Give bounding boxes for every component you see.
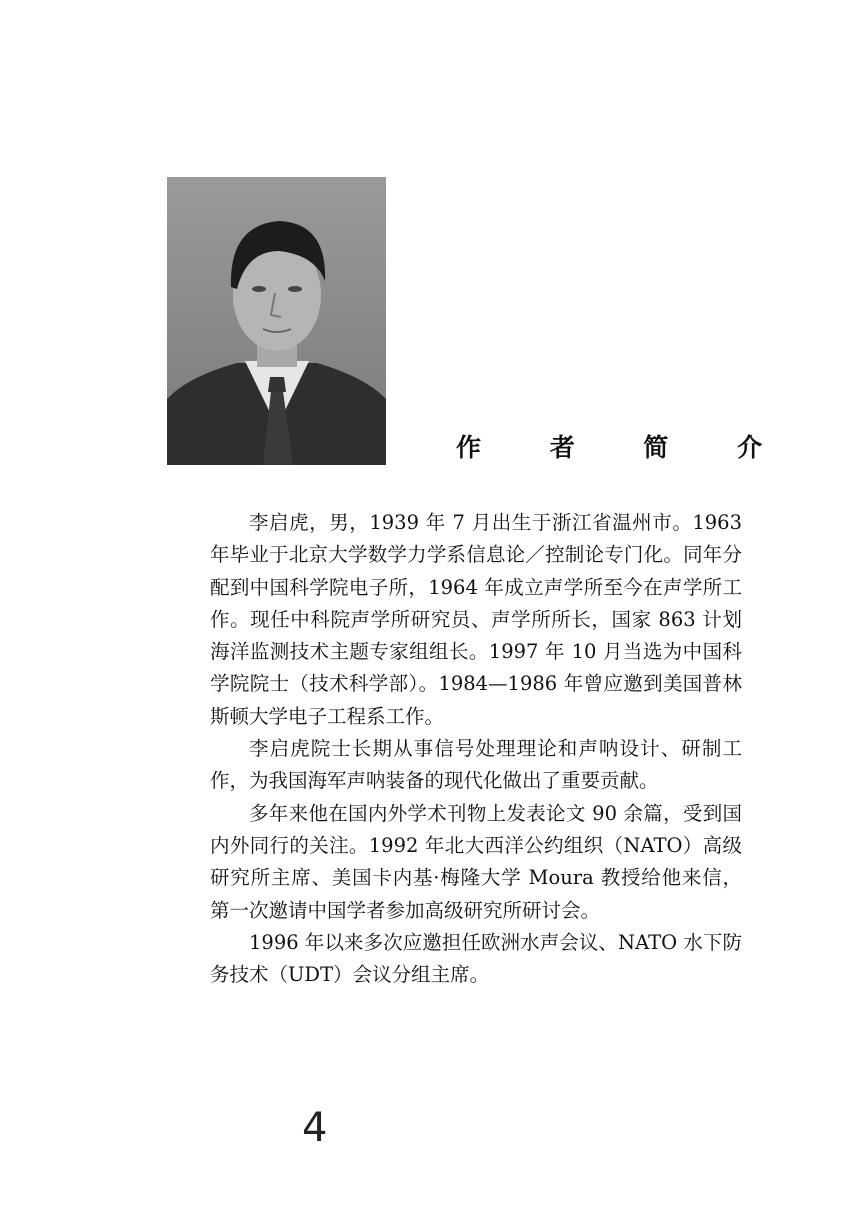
biography-text	[210, 507, 742, 991]
biography-paragraph: 1996 年以来多次应邀担任欧洲水声会议、NATO 水下防务技术（UDT）会议分组主席。	[210, 930, 742, 987]
page-number: 4	[302, 1105, 328, 1151]
author-portrait-photo	[167, 177, 386, 465]
section-heading: 作 者 简 介	[456, 433, 793, 462]
biography-paragraph: 李启虎院士长期从事信号处理理论和声呐设计、研制工作，为我国海军声呐装备的现代化做出了重要贡献。	[210, 737, 742, 793]
biography-paragraph: 李启虎，男，1939 年 7 月出生于浙江省温州市。1963 年毕业于北京大学数学力学系信息论／控制论专门化。同年分配到中国科学院电子所，1964 年成立声学所至今在声学所工作。现任中科院声学所研究员、声学所所长，国家 863 计划海洋监测技术主题专家组组长。1997 年 10 月当选为中国科学院院士（技术科学部）。1984—1986 年曾应邀到美国普林斯顿大学电子工程系工作。	[210, 511, 742, 728]
biography-paragraph: 多年来他在国内外学术刊物上发表论文 90 余篇，受到国内外同行的关注。1992 年北大西洋公约组织（NATO）高级研究所主席、美国卡内基·梅隆大学 Moura 教授给他来信，第一次邀请中国学者参加高级研究所研讨会。	[210, 801, 742, 922]
